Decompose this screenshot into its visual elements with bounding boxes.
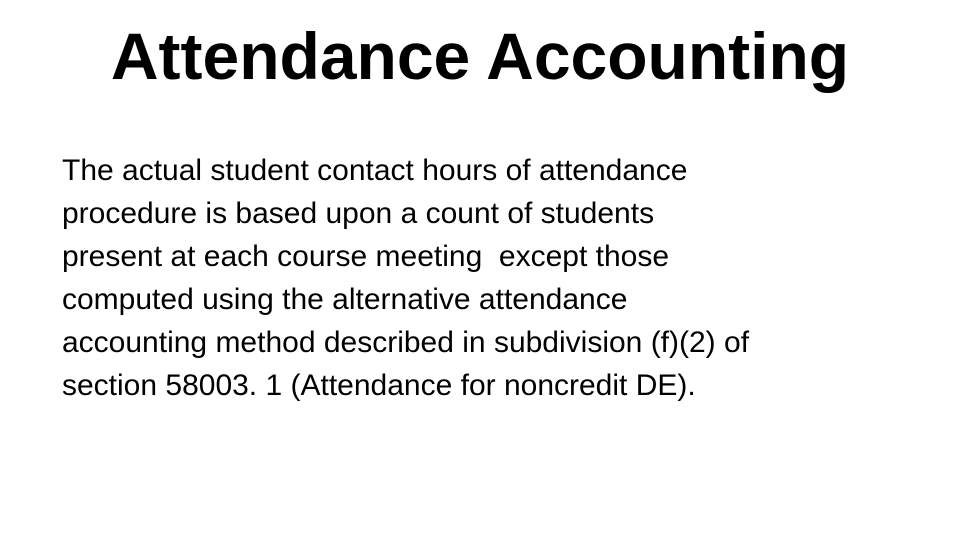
body-text-line: present at each course meeting except those: [62, 240, 670, 273]
slide-title: Attendance Accounting: [110, 19, 850, 93]
body-text-line: procedure is based upon a count of students: [62, 197, 655, 230]
body-text-line: computed using the alternative attendance: [62, 283, 628, 316]
body-text-line: The actual student contact hours of attendance: [62, 154, 688, 187]
slide-body-text: [62, 149, 942, 407]
body-text-line: section 58003. 1 (Attendance for noncredit DE).: [62, 369, 696, 402]
body-text-line: accounting method described in subdivision (f)(2) of: [62, 326, 750, 359]
